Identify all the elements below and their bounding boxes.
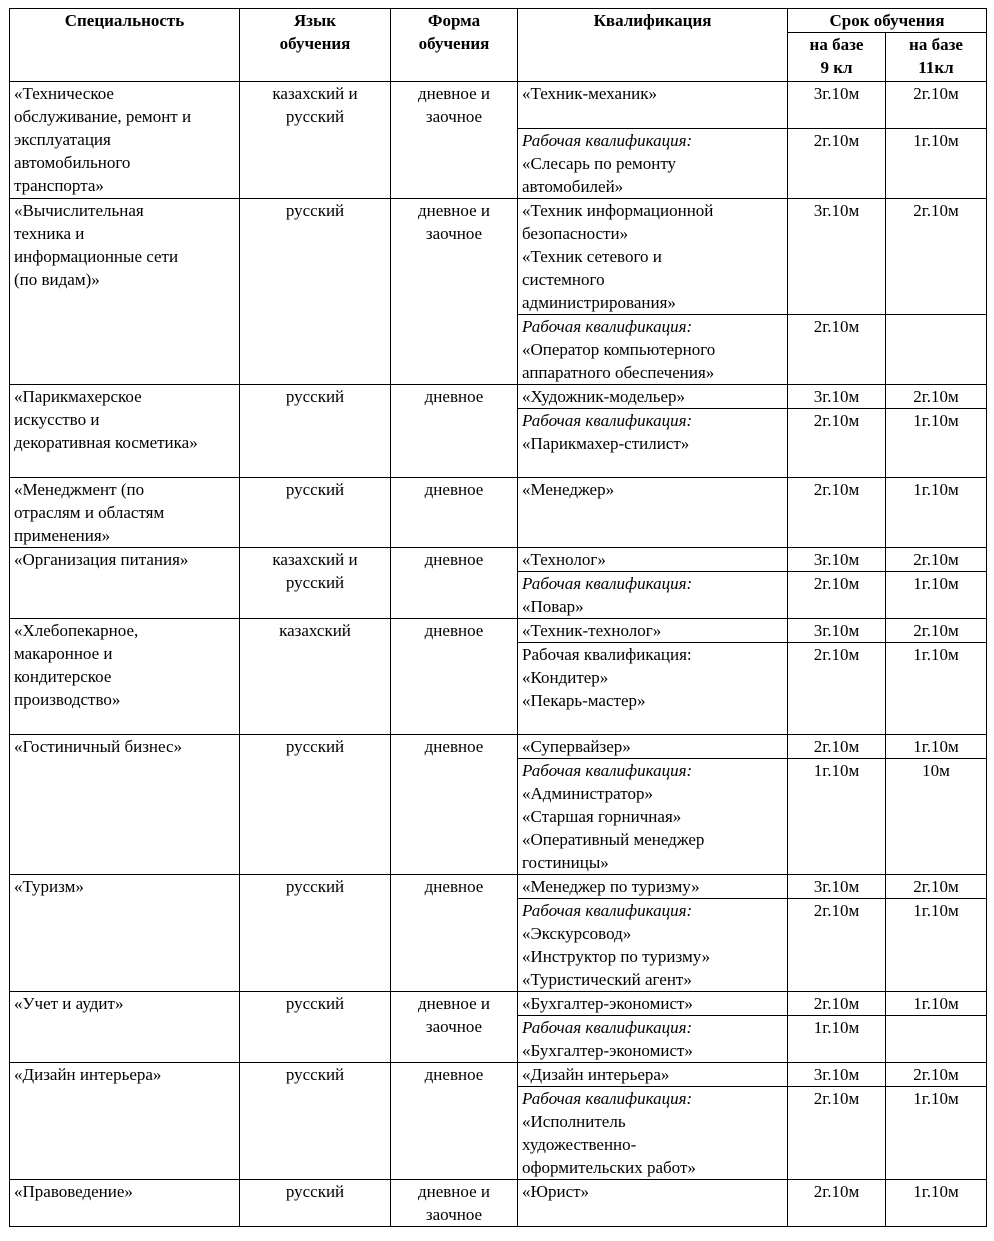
text-line: русский: [285, 1065, 345, 1084]
text-line: заочное: [425, 1017, 483, 1036]
specialty-cell: [10, 735, 240, 875]
text-line: дневное и: [417, 1182, 491, 1201]
qualification-cell: [518, 572, 788, 619]
duration-base9-cell: 3г.10м: [788, 82, 886, 129]
duration-base11-cell: 10м: [886, 759, 987, 875]
language-cell: [240, 1180, 391, 1227]
duration-base11-cell: 2г.10м: [886, 1063, 987, 1087]
text-line: «Техник сетевого и: [522, 247, 662, 266]
qualification-cell: [518, 385, 788, 409]
text-line: русский: [285, 387, 345, 406]
specialty-cell: [10, 82, 240, 199]
text-line: казахский и: [272, 550, 358, 569]
specialty-cell: [10, 199, 240, 385]
text-line: дневное: [424, 550, 484, 569]
table-row: [10, 199, 987, 315]
text-line: транспорта»: [14, 176, 104, 195]
language-cell: [240, 875, 391, 992]
header-base11: на базе 11кл: [886, 33, 987, 82]
text-line: (по видам)»: [14, 270, 100, 289]
text-line: «Инструктор по туризму»: [522, 947, 711, 966]
duration-base11-cell: 1г.10м: [886, 129, 987, 199]
text-line: «Техническое: [14, 84, 114, 103]
form-cell: [391, 82, 518, 199]
text-line: безопасности»: [522, 224, 629, 243]
text-line: «Техник-механик»: [522, 84, 658, 103]
text-line: русский: [285, 107, 345, 126]
table-row: [10, 478, 987, 548]
text-line: «Учет и аудит»: [14, 994, 124, 1013]
specialty-cell: [10, 548, 240, 619]
worker-qualification-label: Рабочая квалификация:: [522, 901, 693, 920]
qualification-cell: [518, 899, 788, 992]
text-line: дневное: [424, 1065, 484, 1084]
text-line: казахский: [279, 621, 351, 640]
duration-base11-cell: 1г.10м: [886, 643, 987, 735]
text-line: макаронное и: [14, 644, 113, 663]
duration-base9-cell: 2г.10м: [788, 315, 886, 385]
text-line: администрирования»: [522, 293, 676, 312]
qualification-cell: [518, 735, 788, 759]
qualification-cell: [518, 129, 788, 199]
duration-base9-cell: 2г.10м: [788, 735, 886, 759]
specialty-cell: [10, 1180, 240, 1227]
duration-base11-cell: 1г.10м: [886, 572, 987, 619]
duration-base9-cell: 2г.10м: [788, 1087, 886, 1180]
text-line: кондитерское: [14, 667, 112, 686]
qualification-cell: [518, 759, 788, 875]
worker-qualification-label: Рабочая квалификация:: [522, 411, 693, 430]
specialty-cell: [10, 1063, 240, 1180]
language-cell: [240, 1063, 391, 1180]
text-line: системного: [522, 270, 605, 289]
text-line: «Техник информационной: [522, 201, 714, 220]
duration-base9-cell: 2г.10м: [788, 478, 886, 548]
duration-base11-cell: [886, 1016, 987, 1063]
text-line: автомобилей»: [522, 177, 624, 196]
form-cell: [391, 735, 518, 875]
language-cell: [240, 735, 391, 875]
qualification-cell: [518, 1016, 788, 1063]
duration-base9-cell: 2г.10м: [788, 409, 886, 478]
text-line: «Бухгалтер-экономист»: [522, 1041, 693, 1060]
duration-base11-cell: 2г.10м: [886, 548, 987, 572]
qualification-cell: [518, 1087, 788, 1180]
table-row: [10, 735, 987, 759]
text-line: отраслям и областям: [14, 503, 165, 522]
worker-qualification-label: Рабочая квалификация:: [522, 131, 693, 150]
text-line: «Экскурсовод»: [522, 924, 632, 943]
text-line: «Менеджер»: [522, 480, 615, 499]
duration-base9-cell: 3г.10м: [788, 199, 886, 315]
duration-base9-cell: 3г.10м: [788, 385, 886, 409]
language-cell: [240, 619, 391, 735]
specialty-cell: [10, 619, 240, 735]
qualification-cell: [518, 315, 788, 385]
text-line: русский: [285, 201, 345, 220]
text-line: дневное: [424, 387, 484, 406]
duration-base9-cell: 2г.10м: [788, 1180, 886, 1227]
text-line: «Оперативный менеджер: [522, 830, 705, 849]
duration-base11-cell: 1г.10м: [886, 992, 987, 1016]
worker-qualification-label: Рабочая квалификация:: [522, 1018, 693, 1037]
qualification-cell: [518, 548, 788, 572]
text-line: «Менеджмент (по: [14, 480, 145, 499]
table-row: [10, 1180, 987, 1227]
qualification-cell: [518, 409, 788, 478]
text-line: обслуживание, ремонт и: [14, 107, 192, 126]
table-row: [10, 992, 987, 1016]
specialty-cell: [10, 478, 240, 548]
text-line: «Пекарь-мастер»: [522, 691, 646, 710]
text-line: «Дизайн интерьера»: [14, 1065, 162, 1084]
duration-base11-cell: 2г.10м: [886, 82, 987, 129]
text-line: русский: [285, 573, 345, 592]
worker-qualification-label: Рабочая квалификация:: [522, 317, 693, 336]
table-row: [10, 619, 987, 643]
text-line: информационные сети: [14, 247, 179, 266]
worker-qualification-label: Рабочая квалификация:: [522, 761, 693, 780]
text-line: искусство и: [14, 410, 100, 429]
text-line: «Оператор компьютерного: [522, 340, 716, 359]
qualification-cell: [518, 643, 788, 735]
duration-base11-cell: 1г.10м: [886, 735, 987, 759]
duration-base9-cell: 3г.10м: [788, 619, 886, 643]
text-line: Рабочая квалификация:: [522, 645, 692, 664]
text-line: дневное и: [417, 994, 491, 1013]
duration-base11-cell: 2г.10м: [886, 619, 987, 643]
text-line: «Исполнитель: [522, 1112, 626, 1131]
duration-base9-cell: 2г.10м: [788, 572, 886, 619]
worker-qualification-label: Рабочая квалификация:: [522, 574, 693, 593]
duration-base9-cell: 2г.10м: [788, 643, 886, 735]
header-specialty: Специальность: [10, 9, 240, 82]
text-line: гостиницы»: [522, 853, 609, 872]
duration-base11-cell: 1г.10м: [886, 1180, 987, 1227]
text-line: «Дизайн интерьера»: [522, 1065, 670, 1084]
text-line: заочное: [425, 1205, 483, 1224]
text-line: «Вычислительная: [14, 201, 144, 220]
text-line: производство»: [14, 690, 121, 709]
specialty-cell: [10, 992, 240, 1063]
qualification-cell: [518, 1063, 788, 1087]
text-line: автомобильного: [14, 153, 131, 172]
specialty-cell: [10, 875, 240, 992]
header-language: Язык обучения: [240, 9, 391, 82]
text-line: «Туристический агент»: [522, 970, 692, 989]
language-cell: [240, 385, 391, 478]
qualification-cell: [518, 619, 788, 643]
duration-base11-cell: [886, 315, 987, 385]
worker-qualification-label: Рабочая квалификация:: [522, 1089, 693, 1108]
form-cell: [391, 992, 518, 1063]
duration-base11-cell: 1г.10м: [886, 478, 987, 548]
table-row: [10, 82, 987, 129]
duration-base9-cell: 1г.10м: [788, 759, 886, 875]
text-line: казахский и: [272, 84, 358, 103]
text-line: оформительских работ»: [522, 1158, 696, 1177]
text-line: дневное и: [417, 84, 491, 103]
qualification-cell: [518, 1180, 788, 1227]
text-line: художественно-: [522, 1135, 637, 1154]
text-line: «Туризм»: [14, 877, 84, 896]
text-line: дневное: [424, 480, 484, 499]
text-line: заочное: [425, 107, 483, 126]
text-line: «Менеджер по туризму»: [522, 877, 700, 896]
text-line: аппаратного обеспечения»: [522, 363, 715, 382]
text-line: дневное: [424, 621, 484, 640]
language-cell: [240, 82, 391, 199]
text-line: «Повар»: [522, 597, 584, 616]
text-line: дневное: [424, 877, 484, 896]
table-row: [10, 548, 987, 572]
qualification-cell: [518, 478, 788, 548]
duration-base11-cell: 2г.10м: [886, 875, 987, 899]
text-line: «Организация питания»: [14, 550, 189, 569]
text-line: «Парикмахерское: [14, 387, 142, 406]
duration-base9-cell: 2г.10м: [788, 899, 886, 992]
duration-base11-cell: 1г.10м: [886, 409, 987, 478]
language-cell: [240, 548, 391, 619]
duration-base11-cell: 1г.10м: [886, 1087, 987, 1180]
text-line: техника и: [14, 224, 85, 243]
text-line: «Технолог»: [522, 550, 606, 569]
text-line: «Слесарь по ремонту: [522, 154, 677, 173]
form-cell: [391, 1180, 518, 1227]
header-qualification: Квалификация: [518, 9, 788, 82]
form-cell: [391, 875, 518, 992]
text-line: «Кондитер»: [522, 668, 609, 687]
text-line: русский: [285, 877, 345, 896]
duration-base9-cell: 2г.10м: [788, 129, 886, 199]
text-line: русский: [285, 1182, 345, 1201]
text-line: русский: [285, 994, 345, 1013]
header-form: Форма обучения: [391, 9, 518, 82]
form-cell: [391, 1063, 518, 1180]
specialty-cell: [10, 385, 240, 478]
form-cell: [391, 619, 518, 735]
text-line: дневное и: [417, 201, 491, 220]
form-cell: [391, 385, 518, 478]
text-line: «Хлебопекарное,: [14, 621, 139, 640]
language-cell: [240, 478, 391, 548]
text-line: «Бухгалтер-экономист»: [522, 994, 693, 1013]
text-line: применения»: [14, 526, 111, 545]
duration-base9-cell: 1г.10м: [788, 1016, 886, 1063]
language-cell: [240, 199, 391, 385]
text-line: дневное: [424, 737, 484, 756]
duration-base9-cell: 3г.10м: [788, 1063, 886, 1087]
duration-base9-cell: 3г.10м: [788, 875, 886, 899]
header-duration: Срок обучения: [788, 9, 987, 33]
text-line: заочное: [425, 224, 483, 243]
text-line: «Администратор»: [522, 784, 653, 803]
table-row: [10, 385, 987, 409]
form-cell: [391, 478, 518, 548]
qualification-cell: [518, 875, 788, 899]
text-line: «Супервайзер»: [522, 737, 631, 756]
table-row: [10, 875, 987, 899]
text-line: «Техник-технолог»: [522, 621, 662, 640]
duration-base11-cell: 1г.10м: [886, 899, 987, 992]
duration-base9-cell: 3г.10м: [788, 548, 886, 572]
duration-base11-cell: 2г.10м: [886, 199, 987, 315]
text-line: «Парикмахер-стилист»: [522, 434, 690, 453]
text-line: «Старшая горничная»: [522, 807, 682, 826]
text-line: декоративная косметика»: [14, 433, 198, 452]
duration-base11-cell: 2г.10м: [886, 385, 987, 409]
language-cell: [240, 992, 391, 1063]
header-base9: на базе 9 кл: [788, 33, 886, 82]
table-row: [10, 1063, 987, 1087]
text-line: русский: [285, 480, 345, 499]
text-line: «Гостиничный бизнес»: [14, 737, 183, 756]
specialties-table: [9, 8, 987, 1227]
text-line: «Художник-модельер»: [522, 387, 686, 406]
text-line: «Правоведение»: [14, 1182, 133, 1201]
text-line: эксплуатация: [14, 130, 111, 149]
qualification-cell: [518, 992, 788, 1016]
text-line: «Юрист»: [522, 1182, 590, 1201]
text-line: русский: [285, 737, 345, 756]
form-cell: [391, 548, 518, 619]
duration-base9-cell: 2г.10м: [788, 992, 886, 1016]
form-cell: [391, 199, 518, 385]
qualification-cell: [518, 199, 788, 315]
qualification-cell: [518, 82, 788, 129]
